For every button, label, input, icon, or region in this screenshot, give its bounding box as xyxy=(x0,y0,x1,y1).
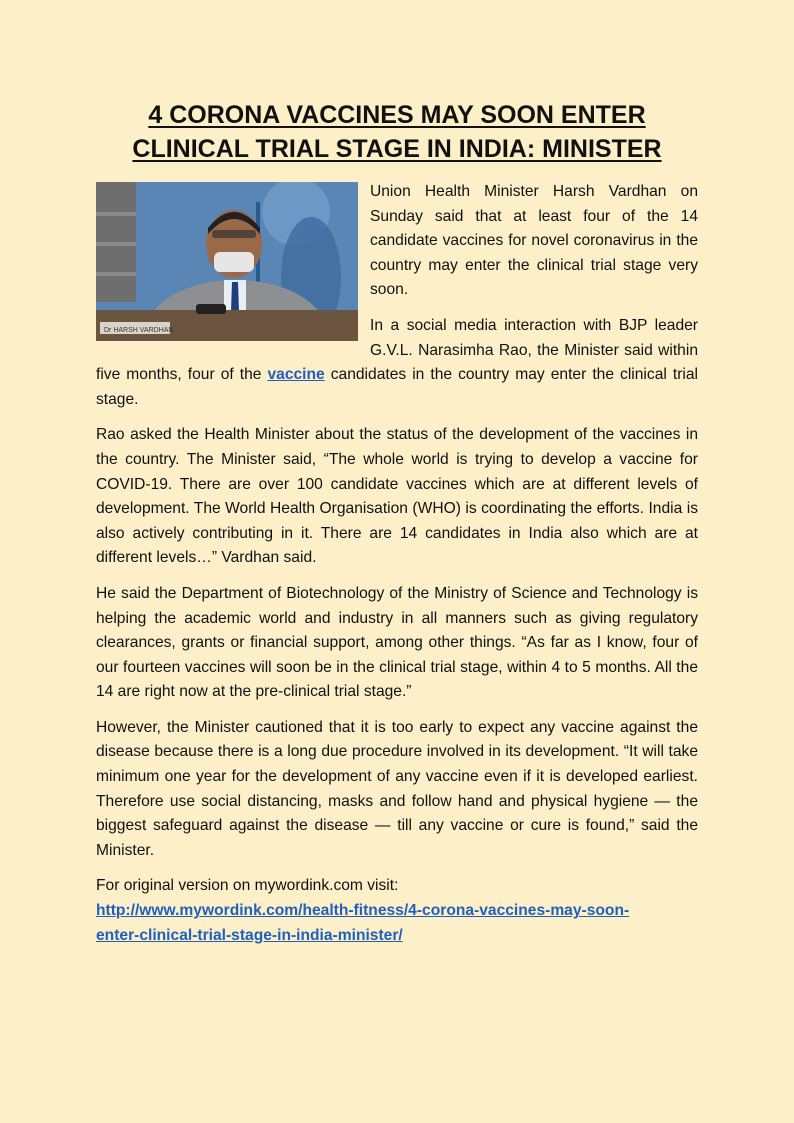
vaccine-link[interactable]: vaccine xyxy=(267,366,325,384)
source-label: For original version on mywordink.com visit: xyxy=(96,877,399,895)
title-line-2: CLINICAL TRIAL STAGE IN INDIA: MINISTER xyxy=(132,135,662,163)
paragraph-2-text-b: candidates in the country may enter the clinical trial stage. xyxy=(96,366,698,408)
minister-photo xyxy=(96,182,358,341)
paragraph-4: He said the Department of Biotechnology of the Ministry of Science and Technology is helping the academic world and industry in all manners such as giving regulatory clearances, grants or financial support, among other things. “As far as I know, four of our fourteen vaccines will soon be in the clinical trial stage, within 4 to 5 months. All the 14 are right now at the pre-clinical trial stage.” xyxy=(96,584,698,701)
source-url-line-2: enter-clinical-trial-stage-in-india-minister/ xyxy=(96,926,403,944)
source-url-link[interactable] xyxy=(96,899,698,948)
article-body xyxy=(96,180,698,948)
paragraph-1: Union Health Minister Harsh Vardhan on Sunday said that at least four of the 14 candidate vaccines for novel coronavirus in the country may enter the clinical trial stage very soon. xyxy=(370,183,698,299)
svg-text:Dr HARSH VARDHAN: Dr HARSH VARDHAN xyxy=(104,327,174,334)
paragraph-2-text-a: In a social media interaction with BJP leader G.V.L. Narasimha Rao, the Minister said within five months, four of the xyxy=(96,316,698,384)
paragraph-5: However, the Minister cautioned that it is too early to expect any vaccine against the disease because there is a long due procedure involved in its development. “It will take minimum one year for the development of any vaccine even if it is developed earliest. Therefore use social distancing, masks and follow hand and physical hygiene — the biggest safeguard against the disease — till any vaccine or cure is found,” said the Minister. xyxy=(96,718,698,859)
source-url-line-1: http://www.mywordink.com/health-fitness/4-corona-vaccines-may-soon- xyxy=(96,902,630,920)
article-title xyxy=(96,0,698,166)
paragraph-3: Rao asked the Health Minister about the status of the development of the vaccines in the country. The Minister said, “The whole world is trying to develop a vaccine for COVID-19. There are over 100 candidate vaccines which are at different levels of development. The World Health Organisation (WHO) is coordinating the efforts. India is also actively contributing in it. There are 14 candidates in India also which are at different levels…” Vardhan said. xyxy=(96,426,698,567)
title-line-1: 4 CORONA VACCINES MAY SOON ENTER xyxy=(148,101,646,129)
source-section xyxy=(96,874,698,948)
